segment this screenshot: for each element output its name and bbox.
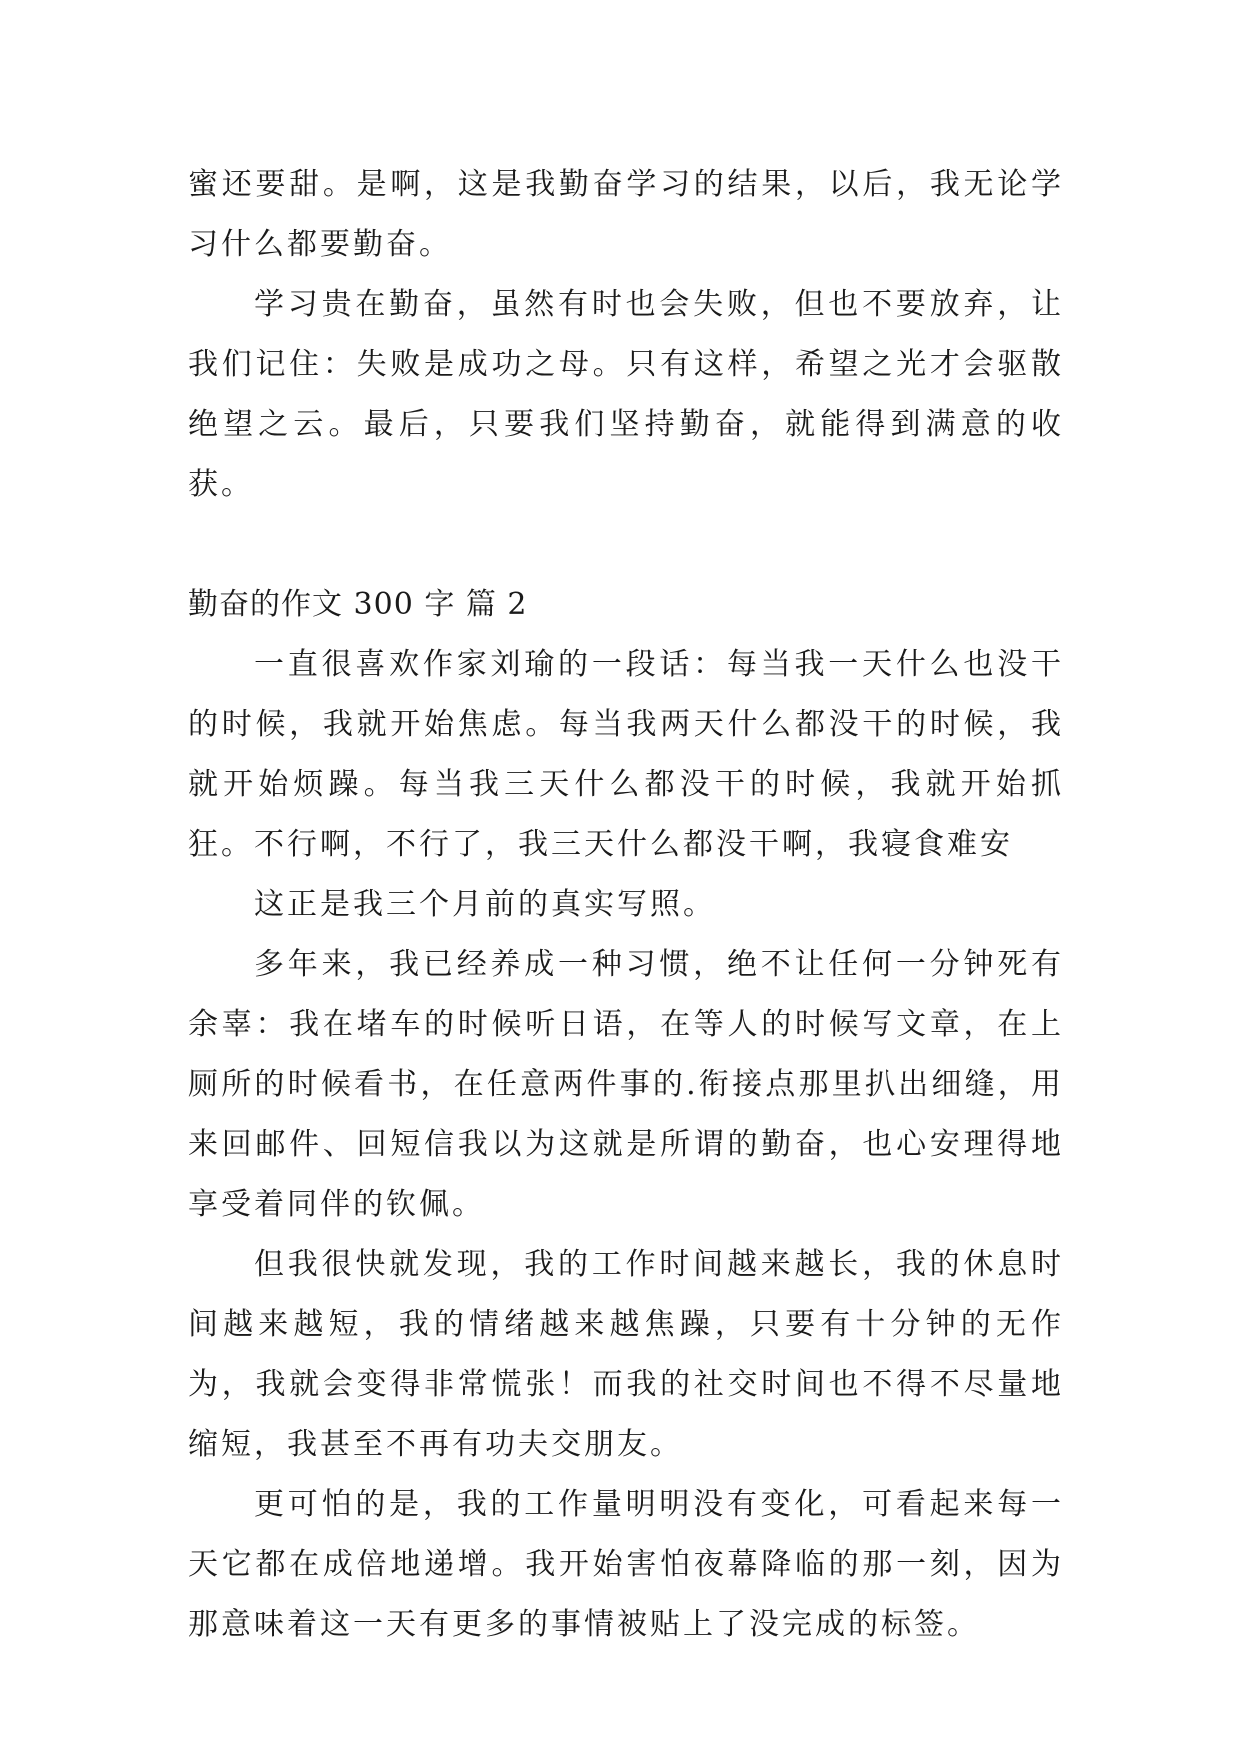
paragraph: 但我很快就发现，我的工作时间越来越长，我的休息时间越来越短，我的情绪越来越焦躁，只要有十分钟的无作为，我就会变得非常慌张！而我的社交时间也不得不尽量地缩短，我甚至不再有功夫交朋友。 xyxy=(188,1247,1064,1462)
paragraph-conclusion: 学习贵在勤奋，虽然有时也会失败，但也不要放弃，让我们记住：失败是成功之母。只有这样，希望之光才会驱散绝望之云。最后，只要我们坚持勤奋，就能得到满意的收获。 xyxy=(188,287,1064,502)
paragraph: 多年来，我已经养成一种习惯，绝不让任何一分钟死有余辜：我在堵车的时候听日语，在等人的时候写文章，在上厕所的时候看书，在任意两件事的.衔接点那里扒出细缝，用来回邮件、回短信我以为这就是所谓的勤奋，也心安理得地享受着同伴的钦佩。 xyxy=(188,947,1064,1222)
paragraph-continuation: 蜜还要甜。是啊，这是我勤奋学习的结果，以后，我无论学习什么都要勤奋。 xyxy=(188,167,1064,262)
section-heading: 勤奋的作文 300 字 篇 2 xyxy=(188,587,528,622)
paragraph: 这正是我三个月前的真实写照。 xyxy=(254,887,716,922)
paragraph: 一直很喜欢作家刘瑜的一段话：每当我一天什么也没干的时候，我就开始焦虑。每当我两天什么都没干的时候，我就开始烦躁。每当我三天什么都没干的时候，我就开始抓狂。不行啊，不行了，我三天什么都没干啊，我寝食难安 xyxy=(188,647,1064,862)
document-body xyxy=(188,155,1064,1655)
paragraph: 更可怕的是，我的工作量明明没有变化，可看起来每一天它都在成倍地递增。我开始害怕夜幕降临的那一刻，因为那意味着这一天有更多的事情被贴上了没完成的标签。 xyxy=(188,1487,1064,1642)
